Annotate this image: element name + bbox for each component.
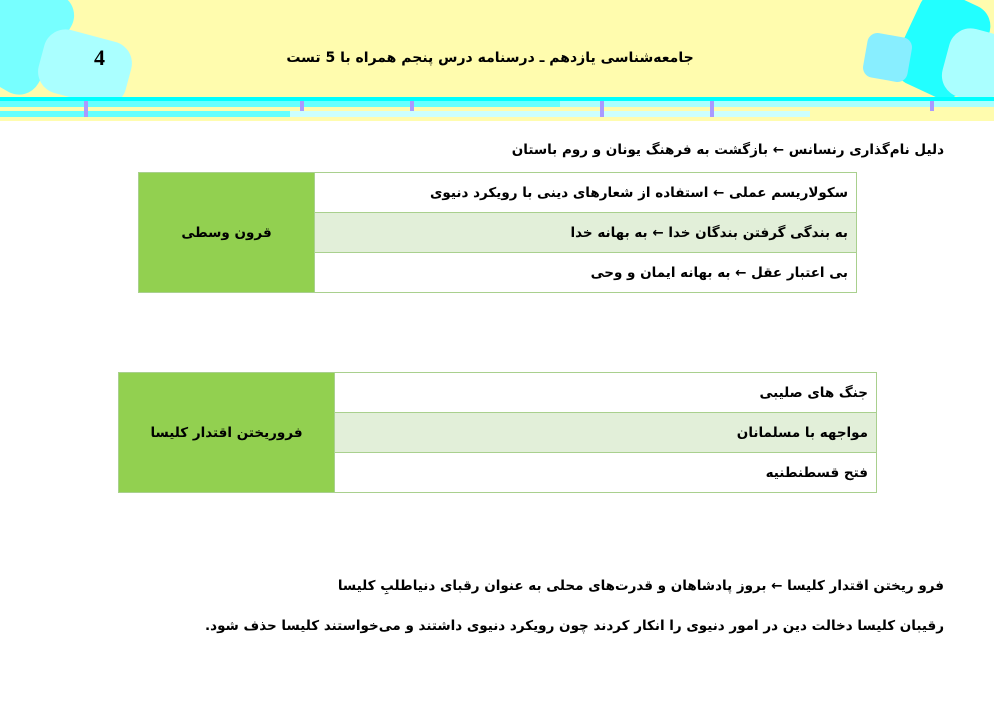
table-heading: فروریختن اقتدار کلیسا — [119, 373, 335, 493]
note-text: فرو ریختن اقتدار کلیسا ← بروز پادشاهان و قدرت‌های محلی به عنوان رقبای دنیاطلبِ کلیسا — [337, 578, 944, 594]
table-cell: سکولاریسم عملی ← استفاده از شعارهای دینی با رویکرد دنیوی — [315, 173, 857, 213]
note-text: رقیبان کلیسا دخالت دین در امور دنیوی را انکار کردند چون رویکرد دنیوی داشتند و می‌خواستند کلیسا حذف شود. — [205, 618, 944, 634]
table-cell: فتح قسطنطنیه — [335, 453, 877, 493]
middle-ages-table — [138, 172, 857, 293]
table-cell: جنگ های صلیبی — [335, 373, 877, 413]
header-stripes — [0, 97, 994, 121]
intro-text: دلیل نام‌گذاری رنسانس ← بازگشت به فرهنگ یونان و روم باستان — [511, 142, 944, 158]
page-header — [0, 0, 994, 97]
table-cell: به بندگی گرفتن بندگان خدا ← به بهانه خدا — [315, 213, 857, 253]
table-heading: قرون وسطی — [139, 173, 315, 293]
church-decline-table — [118, 372, 877, 493]
page-number: 4 — [94, 45, 105, 70]
table-cell: بی اعتبار عقل ← به بهانه ایمان و وحی — [315, 253, 857, 293]
decorative-shape — [33, 24, 137, 97]
table-cell: مواجهه با مسلمانان — [335, 413, 877, 453]
decorative-shape — [861, 31, 913, 83]
page-title: جامعه‌شناسی یازدهم ـ درسنامه درس پنجم همراه با 5 تست — [286, 50, 694, 66]
